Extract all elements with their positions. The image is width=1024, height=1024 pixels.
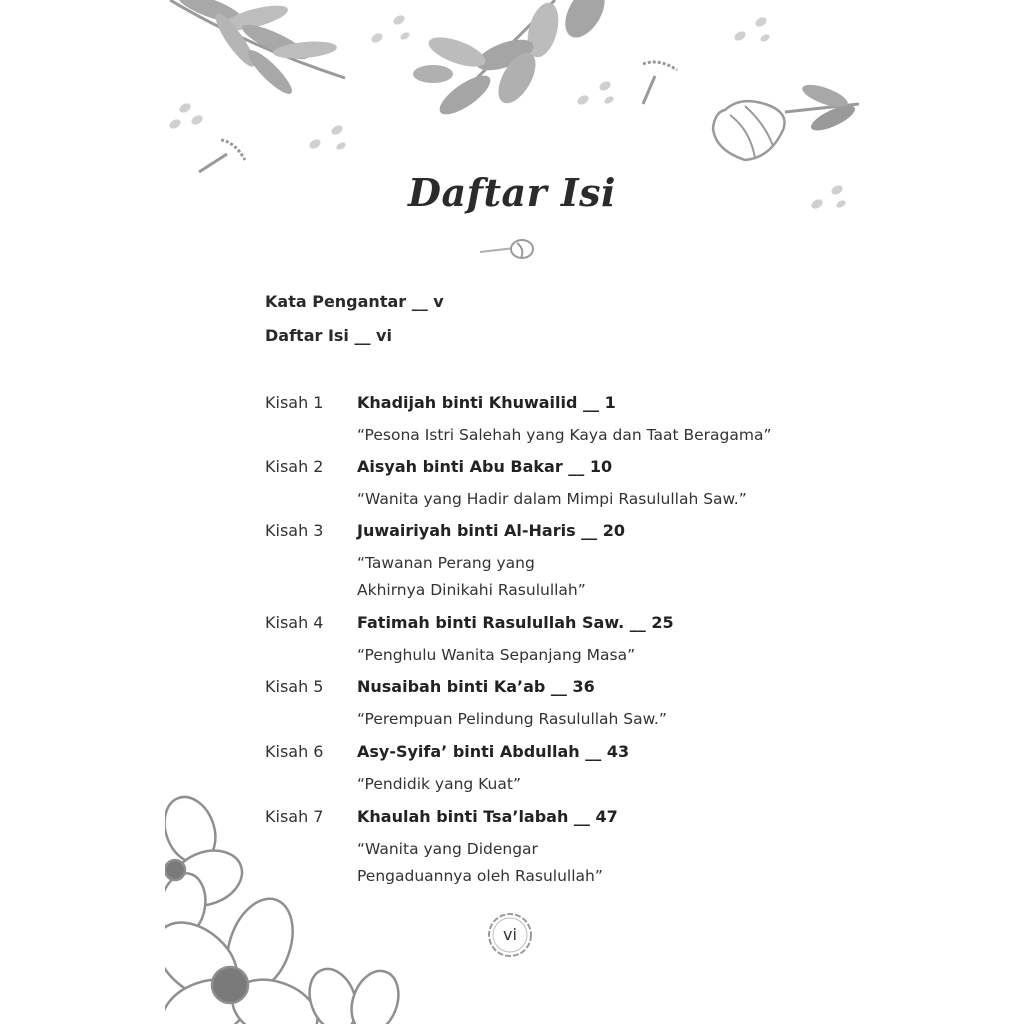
story-subtitle: “Pendidik yang Kuat” — [357, 775, 521, 793]
story-subtitle: “Wanita yang Hadir dalam Mimpi Rasulullah Saw.” — [357, 490, 747, 508]
story-number: Kisah 5 — [265, 677, 324, 696]
flower-icon — [301, 962, 406, 1024]
story-name: Fatimah binti Rasulullah Saw. __ 25 — [357, 613, 674, 632]
flower-icon — [165, 790, 250, 940]
dandelion-icon — [199, 140, 245, 172]
story-subtitle: “Pesona Istri Salehah yang Kaya dan Taat Beragama” — [357, 426, 772, 444]
story-subtitle: “Penghulu Wanita Sepanjang Masa” — [357, 646, 636, 664]
story-number: Kisah 6 — [265, 742, 324, 761]
page-number-text: vi — [503, 925, 517, 944]
front-matter-item: Daftar Isi __ vi — [265, 326, 392, 345]
story-subtitle: “Perempuan Pelindung Rasulullah Saw.” — [357, 710, 667, 728]
leaf-branch-icon — [170, 0, 345, 99]
story-number: Kisah 2 — [265, 457, 324, 476]
book-page — [165, 0, 859, 1024]
story-number: Kisah 3 — [265, 521, 324, 540]
story-number: Kisah 1 — [265, 393, 324, 412]
story-number: Kisah 4 — [265, 613, 324, 632]
tulip-icon — [713, 80, 859, 160]
page-title: Daftar Isi — [408, 170, 616, 215]
story-name: Juwairiyah binti Al-Haris __ 20 — [357, 521, 625, 540]
story-name: Khadijah binti Khuwailid __ 1 — [357, 393, 616, 412]
story-name: Nusaibah binti Ka’ab __ 36 — [357, 677, 595, 696]
story-name: Khaulah binti Tsa’labah __ 47 — [357, 807, 618, 826]
story-name: Asy-Syifa’ binti Abdullah __ 43 — [357, 742, 630, 761]
front-matter-item: Kata Pengantar __ v — [265, 292, 444, 311]
story-name: Aisyah binti Abu Bakar __ 10 — [357, 457, 613, 476]
page-number — [485, 910, 535, 960]
story-subtitle: “Tawanan Perang yang Akhirnya Dinikahi Rasulullah” — [357, 554, 586, 599]
story-subtitle: “Wanita yang Didengar Pengaduannya oleh Rasulullah” — [357, 840, 603, 885]
dandelion-icon — [643, 62, 677, 104]
story-number: Kisah 7 — [265, 807, 324, 826]
tulip-icon — [480, 240, 533, 258]
